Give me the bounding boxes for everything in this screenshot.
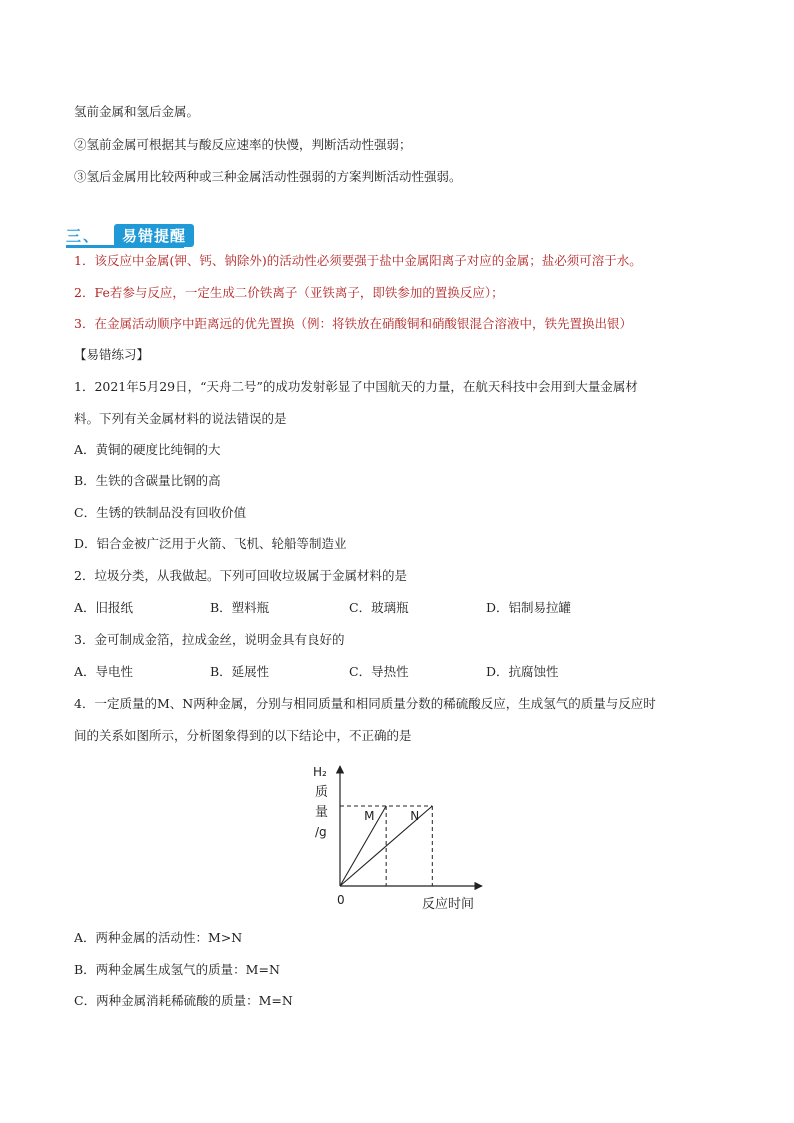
q4-option-c: C．两种金属消耗稀硫酸的质量：M=N [74,993,293,1008]
q2-option-b: B．塑料瓶 [210,600,270,615]
series-n-label: N [410,809,420,823]
section-heading [66,224,194,246]
q3-option-c: C．导热性 [349,664,409,679]
q1-stem-line-2: 料。下列有关金属材料的说法错误的是 [74,411,287,426]
q1-stem-line-1: 1．2021年5月29日，“天舟二号”的成功发射彰显了中国航天的力量，在航天科技中会用到大量金属材 [74,379,638,394]
section-underline [66,245,184,248]
origin-label: 0 [337,893,345,907]
q1-option-c: C．生锈的铁制品没有回收价值 [74,505,247,520]
q1-option-b: B．生铁的含碳量比钢的高 [74,473,221,488]
reminder-3: 3．在金属活动顺序中距离远的优先置换（例：将铁放在硝酸铜和硝酸银混合溶液中，铁先置换出银） [74,316,632,331]
y-label-liang: 量 [315,805,329,820]
intro-line-2: ②氢前金属可根据其与酸反应速率的快慢，判断活动性强弱； [74,137,412,152]
q2-option-d: D．铝制易拉罐 [486,600,572,615]
reminder-1: 1．该反应中金属(钾、钙、钠除外)的活动性必须要强于盐中金属阳离子对应的金属；盐必须可溶于水。 [74,253,642,268]
series-m-line [340,806,386,886]
y-label-zhi: 质 [315,785,329,800]
intro-line-1: 氢前金属和氢后金属。 [74,104,200,119]
q1-option-a: A．黄铜的硬度比纯铜的大 [74,442,221,457]
q4-stem-line-1: 4．一定质量的M、N两种金属，分别与相同质量和相同质量分数的稀硫酸反应，生成氢气的质量与反应时 [74,696,656,711]
y-label-unit: /g [315,825,327,839]
q2-option-a: A．旧报纸 [74,600,134,615]
q3-option-b: B．延展性 [210,664,270,679]
q1-option-d: D．铝合金被广泛用于火箭、飞机、轮船等制造业 [74,536,347,551]
q3-option-d: D．抗腐蚀性 [486,664,559,679]
q2-option-c: C．玻璃瓶 [349,600,409,615]
q2-stem: 2．垃圾分类，从我做起。下列可回收垃圾属于金属材料的是 [74,568,407,583]
section-number: 三、 [66,226,101,245]
h2-mass-time-chart [300,758,500,918]
q3-option-a: A．导电性 [74,664,134,679]
intro-line-3: ③氢后金属用比较两种或三种金属活动性强弱的方案判断活动性强弱。 [74,169,462,184]
y-label-h2: H₂ [313,765,327,779]
q4-stem-line-2: 间的关系如图所示，分析图象得到的以下结论中，不正确的是 [74,728,412,743]
series-m-label: M [364,809,375,823]
practice-label: 【易错练习】 [74,347,150,362]
q3-stem: 3．金可制成金箔，拉成金丝，说明金具有良好的 [74,632,345,647]
q4-option-b: B．两种金属生成氢气的质量：M=N [74,962,280,977]
section-title: 易错提醒 [114,224,194,247]
x-axis-label: 反应时间 [422,897,475,912]
reminder-2: 2．Fe若参与反应，一定生成二价铁离子（亚铁离子，即铁参加的置换反应）； [74,285,504,300]
q4-option-a: A．两种金属的活动性：M>N [74,930,243,945]
